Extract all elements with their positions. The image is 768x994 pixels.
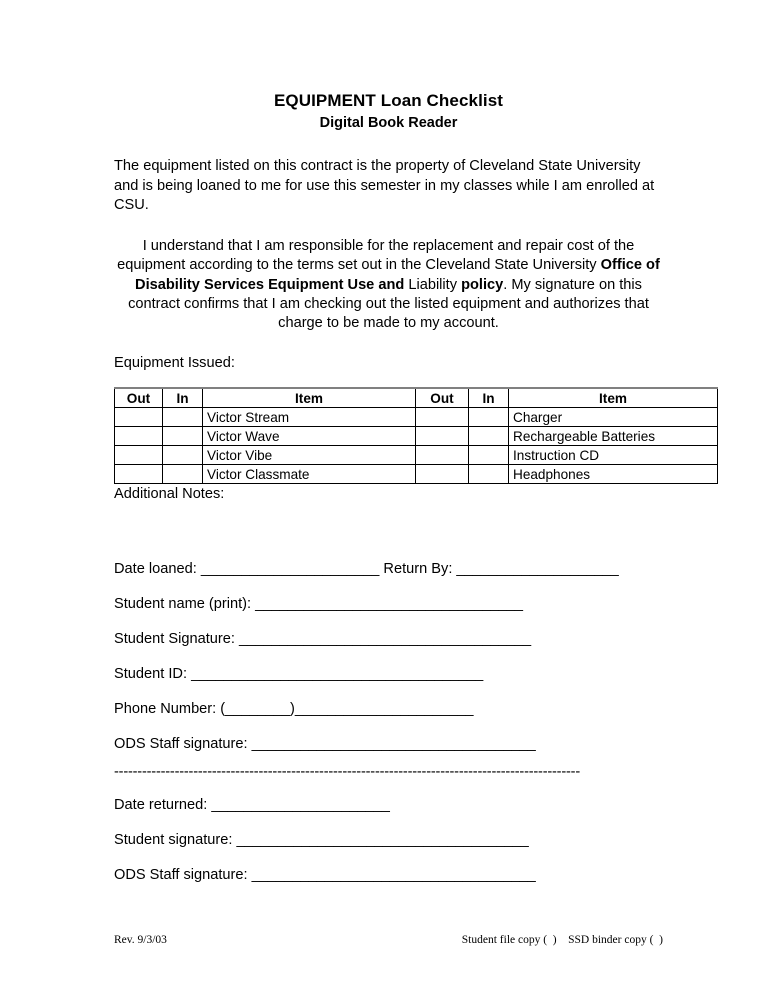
table-header-in-right: In xyxy=(469,388,509,408)
responsibility-text-part2: Liability xyxy=(404,276,462,293)
responsibility-paragraph xyxy=(114,215,663,333)
section-separator: ---------------------------------------------------------------------------------------------------- xyxy=(114,764,580,781)
table-header-out-left: Out xyxy=(115,388,163,408)
checkbox-cell-out-left[interactable] xyxy=(115,408,163,427)
checkbox-cell-in-left[interactable] xyxy=(163,408,203,427)
page-footer xyxy=(114,934,663,946)
page-title: EQUIPMENT Loan Checklist xyxy=(273,91,504,110)
table-header-row xyxy=(115,388,718,408)
item-name-left: Victor Classmate xyxy=(203,465,416,484)
document-content xyxy=(114,0,663,885)
field-student-signature-return[interactable]: Student signature: ____________________________________ xyxy=(114,832,529,849)
field-date-loaned[interactable]: Date loaned: ______________________ Return By: ____________________ xyxy=(114,561,619,578)
responsibility-text-part3: . My signature on this contract confirms that I am checking out the listed equipment and authorizes that charge to be made to my account. xyxy=(128,276,649,332)
field-student-name[interactable]: Student name (print): _________________________________ xyxy=(114,596,523,613)
checkbox-cell-in-right[interactable] xyxy=(469,465,509,484)
responsibility-text-part1: I understand that I am responsible for the replacement and repair cost of the equipment according to the terms set out in the Cleveland State University xyxy=(117,238,635,274)
table-header-item-right: Item xyxy=(509,388,718,408)
table-row xyxy=(115,465,718,484)
checkbox-cell-in-left[interactable] xyxy=(163,427,203,446)
checkbox-cell-in-left[interactable] xyxy=(163,465,203,484)
table-row xyxy=(115,446,718,465)
field-date-returned[interactable]: Date returned: ______________________ xyxy=(114,797,390,814)
form-fields-return-section xyxy=(114,792,663,885)
field-ods-staff-signature[interactable]: ODS Staff signature: ___________________________________ xyxy=(114,736,536,753)
equipment-issued-label: Equipment Issued: xyxy=(114,355,235,372)
field-student-id[interactable]: Student ID: ____________________________________ xyxy=(114,666,484,683)
intro-paragraph: The equipment listed on this contract is the property of Cleveland State University and is being loaned to me for use this semester in my classes while I am enrolled at CSU. xyxy=(114,158,655,213)
checkbox-cell-in-right[interactable] xyxy=(469,446,509,465)
table-header-out-right: Out xyxy=(416,388,469,408)
item-name-right: Headphones xyxy=(509,465,718,484)
table-row xyxy=(115,427,718,446)
footer-row xyxy=(114,934,663,946)
item-name-right: Rechargeable Batteries xyxy=(509,427,718,446)
checkbox-cell-out-right[interactable] xyxy=(416,465,469,484)
field-ods-staff-signature-return[interactable]: ODS Staff signature: ___________________________________ xyxy=(114,867,536,884)
checkbox-cell-out-left[interactable] xyxy=(115,465,163,484)
checkbox-cell-in-right[interactable] xyxy=(469,427,509,446)
footer-copies: Student file copy ( ) SSD binder copy ( ) xyxy=(461,934,663,946)
responsibility-text-bold1: Office of Disability Services Equipment Use and xyxy=(135,257,660,293)
checkbox-cell-out-right[interactable] xyxy=(416,446,469,465)
table-header-item-left: Item xyxy=(203,388,416,408)
responsibility-text-bold2: policy xyxy=(461,276,504,293)
item-name-right: Instruction CD xyxy=(509,446,718,465)
checkbox-cell-out-left[interactable] xyxy=(115,446,163,465)
checkbox-cell-out-right[interactable] xyxy=(416,408,469,427)
checkbox-cell-in-right[interactable] xyxy=(469,408,509,427)
checkbox-cell-in-left[interactable] xyxy=(163,446,203,465)
form-fields-issue-section xyxy=(114,502,663,754)
checkbox-cell-out-right[interactable] xyxy=(416,427,469,446)
item-name-left: Victor Vibe xyxy=(203,446,416,465)
table-row xyxy=(115,408,718,427)
item-name-left: Victor Stream xyxy=(203,408,416,427)
checkbox-cell-out-left[interactable] xyxy=(115,427,163,446)
field-phone-number[interactable]: Phone Number: (________)______________________ xyxy=(114,701,474,718)
table-header-in-left: In xyxy=(163,388,203,408)
item-name-right: Charger xyxy=(509,408,718,427)
footer-revision: Rev. 9/3/03 xyxy=(114,934,167,946)
equipment-table xyxy=(114,387,718,484)
item-name-left: Victor Wave xyxy=(203,427,416,446)
additional-notes-label: Additional Notes: xyxy=(114,486,225,503)
field-student-signature[interactable]: Student Signature: ____________________________________ xyxy=(114,631,532,648)
page-subtitle: Digital Book Reader xyxy=(319,115,458,132)
